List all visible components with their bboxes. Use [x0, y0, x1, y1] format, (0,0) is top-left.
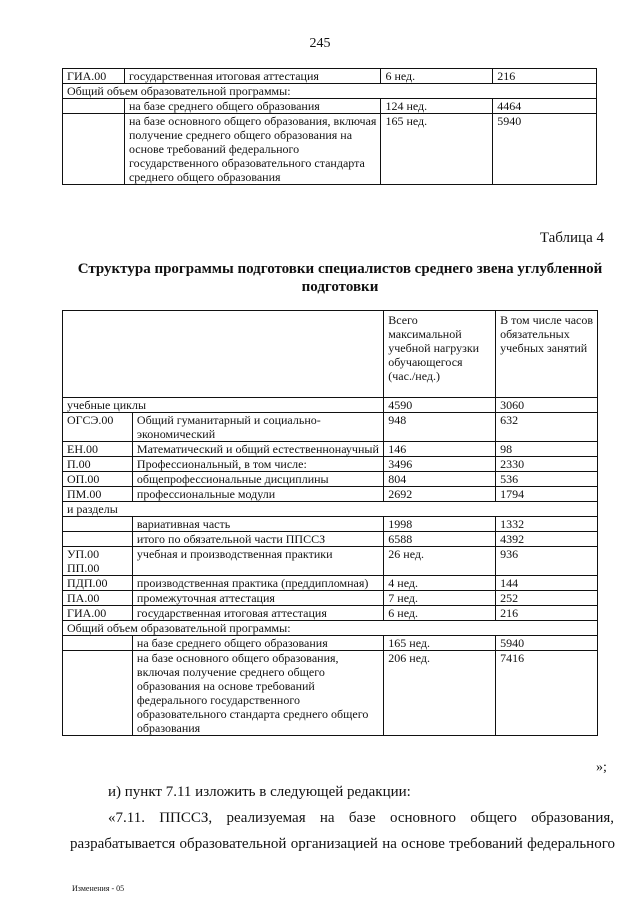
table-heading: Структура программы подготовки специалистов среднего звена углубленной подготовки	[77, 261, 603, 295]
table-row	[63, 487, 598, 502]
row-weeks: 124 нед.	[381, 99, 493, 114]
table-row	[63, 606, 598, 621]
row-name: производственная практика (преддипломная)	[132, 576, 383, 591]
table-row	[63, 442, 598, 457]
row-name: Общий гуманитарный и социально-экономический	[132, 413, 383, 442]
row-code: ЕН.00	[63, 442, 133, 457]
row-total: 206 нед.	[384, 651, 496, 736]
row-total: 1998	[384, 517, 496, 532]
row-name: Профессиональный, в том числе:	[132, 457, 383, 472]
table-row	[63, 69, 597, 84]
row-mandatory: 1332	[496, 517, 598, 532]
table-row	[63, 636, 598, 651]
table-row	[63, 532, 598, 547]
row-code: УП.00 ПП.00	[63, 547, 133, 576]
table-row	[63, 398, 598, 413]
row-mandatory: 936	[496, 547, 598, 576]
top-table	[62, 68, 597, 185]
row-code: ГИА.00	[63, 606, 133, 621]
row-mandatory: 4392	[496, 532, 598, 547]
row-total: 6588	[384, 532, 496, 547]
row-code: ОП.00	[63, 472, 133, 487]
row-name: на базе основного общего образования, включая получение среднего общего образования на основе требований федерального государственного образовательного стандарта среднего общего образования	[132, 651, 383, 736]
table-row	[63, 413, 598, 442]
paragraph-item-i: и) пункт 7.11 изложить в следующей редакции:	[108, 784, 411, 800]
footer-note: Изменения - 05	[72, 884, 125, 893]
row-mandatory: 5940	[496, 636, 598, 651]
section-label: учебные циклы	[63, 398, 384, 413]
row-code	[63, 532, 133, 547]
table-row	[63, 114, 597, 185]
row-code: П.00	[63, 457, 133, 472]
row-weeks: 6 нед.	[381, 69, 493, 84]
header-blank	[63, 311, 384, 398]
row-name: на базе среднего общего образования	[124, 99, 381, 114]
table-caption: Таблица 4	[539, 230, 604, 246]
row-mandatory: 3060	[496, 398, 598, 413]
row-mandatory: 1794	[496, 487, 598, 502]
section-label: и разделы	[63, 502, 598, 517]
header-total: Всего максимальной учебной нагрузки обучающегося (час./нед.)	[384, 311, 496, 398]
row-code	[63, 114, 125, 185]
row-mandatory: 252	[496, 591, 598, 606]
row-code: ОГСЭ.00	[63, 413, 133, 442]
closing-quote: »;	[596, 760, 607, 775]
row-total: 7 нед.	[384, 591, 496, 606]
row-code	[63, 636, 133, 651]
row-mandatory: 632	[496, 413, 598, 442]
table-row	[63, 517, 598, 532]
main-table-header	[63, 311, 598, 398]
row-mandatory: 144	[496, 576, 598, 591]
table-row	[63, 576, 598, 591]
row-mandatory: 536	[496, 472, 598, 487]
row-total: 3496	[384, 457, 496, 472]
row-total: 6 нед.	[384, 606, 496, 621]
paragraph-7-11: «7.11. ППССЗ, реализуемая на базе основного общего образования,	[108, 810, 614, 826]
main-table	[62, 310, 598, 736]
row-name: вариативная часть	[132, 517, 383, 532]
row-hours: 216	[493, 69, 597, 84]
row-name: учебная и производственная практики	[132, 547, 383, 576]
table-row	[63, 591, 598, 606]
table-row	[63, 84, 597, 99]
table-row	[63, 651, 598, 736]
table-row	[63, 621, 598, 636]
row-total: 26 нед.	[384, 547, 496, 576]
row-total: 146	[384, 442, 496, 457]
row-code: ГИА.00	[63, 69, 125, 84]
row-mandatory: 2330	[496, 457, 598, 472]
paragraph-continuation: разрабатывается образовательной организацией на основе требований федерального	[70, 836, 615, 852]
row-total: 2692	[384, 487, 496, 502]
row-mandatory: 216	[496, 606, 598, 621]
row-name: общепрофессиональные дисциплины	[132, 472, 383, 487]
row-name: государственная итоговая аттестация	[132, 606, 383, 621]
row-total: 804	[384, 472, 496, 487]
row-weeks: 165 нед.	[381, 114, 493, 185]
row-code	[63, 651, 133, 736]
row-name: Математический и общий естественнонаучный	[132, 442, 383, 457]
row-name: на базе основного общего образования, включая получение среднего общего образования на основе требований федерального государственного образовательного стандарта среднего общего образования	[124, 114, 381, 185]
row-code	[63, 99, 125, 114]
row-total: 948	[384, 413, 496, 442]
row-code: ПМ.00	[63, 487, 133, 502]
row-hours: 5940	[493, 114, 597, 185]
row-name: профессиональные модули	[132, 487, 383, 502]
page-number: 245	[309, 36, 331, 51]
table-row	[63, 472, 598, 487]
row-mandatory: 7416	[496, 651, 598, 736]
row-name: государственная итоговая аттестация	[124, 69, 381, 84]
table-row	[63, 99, 597, 114]
table-row	[63, 457, 598, 472]
row-mandatory: 98	[496, 442, 598, 457]
table-row	[63, 547, 598, 576]
row-name: на базе среднего общего образования	[132, 636, 383, 651]
row-code: ПА.00	[63, 591, 133, 606]
row-code: ПДП.00	[63, 576, 133, 591]
header-mandatory: В том числе часов обязательных учебных занятий	[496, 311, 598, 398]
row-name: итого по обязательной части ППССЗ	[132, 532, 383, 547]
row-code	[63, 517, 133, 532]
table-row	[63, 502, 598, 517]
row-hours: 4464	[493, 99, 597, 114]
row-total: 4590	[384, 398, 496, 413]
row-name: промежуточная аттестация	[132, 591, 383, 606]
row-total: 4 нед.	[384, 576, 496, 591]
section-label: Общий объем образовательной программы:	[63, 621, 598, 636]
row-total: 165 нед.	[384, 636, 496, 651]
section-label: Общий объем образовательной программы:	[63, 84, 597, 99]
